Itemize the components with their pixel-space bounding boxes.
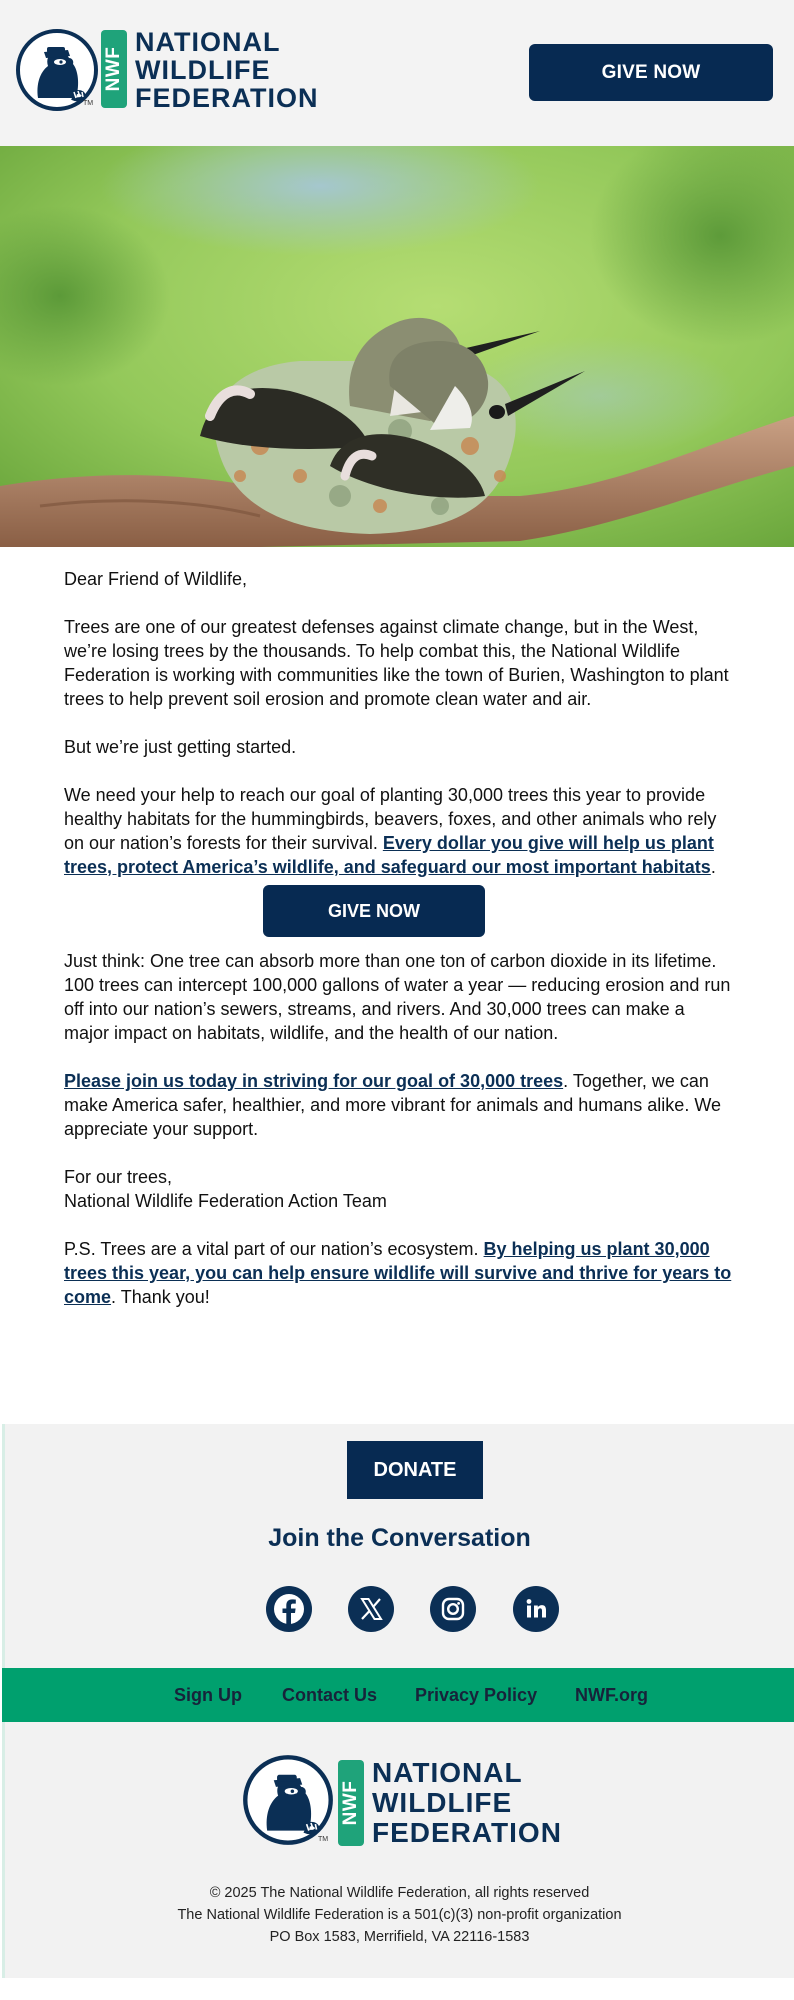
- trademark: TM: [83, 100, 94, 107]
- nav-contact-us[interactable]: Contact Us: [282, 1685, 378, 1705]
- nwf-vertical-mark: NWF: [338, 1760, 364, 1846]
- paragraph-4: Just think: One tree can absorb more than one ton of carbon dioxide in its lifetime. 100 trees can intercept 100,000 gallons of water a year — reducing erosion and run off into our nation’s sewers, streams, and rivers. And 30,000 trees can make a major impact on habitats, wildlife, and the health of our nation.: [64, 951, 731, 1043]
- x-icon[interactable]: [348, 1586, 394, 1632]
- letter-body: [64, 567, 734, 1333]
- footer-legal-text: [5, 1882, 794, 1948]
- greeting: Dear Friend of Wildlife,: [64, 569, 248, 589]
- postscript: P.S. Trees are a vital part of our nation’s ecosystem. By helping us plant 30,000 trees this year, you can help ensure wildlife will survive and thrive for years to come. Thank you!: [64, 1239, 732, 1307]
- footer-nwf-logo[interactable]: [242, 1754, 562, 1846]
- nav-privacy-policy[interactable]: Privacy Policy: [415, 1685, 538, 1705]
- nwf-logo[interactable]: [16, 28, 336, 114]
- ps-link[interactable]: By helping us plant 30,000 trees this year, you can help ensure wildlife will survive and thrive for years to come: [64, 1239, 732, 1307]
- raccoon-logo-icon: [242, 1754, 334, 1846]
- join-us-link[interactable]: Please join us today in striving for our goal of 30,000 trees: [64, 1071, 564, 1091]
- header: [0, 0, 794, 146]
- linkedin-icon[interactable]: [513, 1586, 559, 1632]
- facebook-icon[interactable]: [266, 1586, 312, 1632]
- nwf-vertical-mark: NWF: [101, 30, 127, 108]
- logo-wordmark: NATIONAL WILDLIFE FEDERATION: [135, 27, 319, 113]
- donate-button[interactable]: DONATE: [347, 1441, 483, 1499]
- copyright-text: © 2025 The National Wildlife Federation, all rights reserved: [209, 1885, 590, 1901]
- paragraph-2: But we’re just getting started.: [64, 737, 297, 757]
- instagram-icon[interactable]: [430, 1586, 476, 1632]
- give-now-button-header[interactable]: GIVE NOW: [529, 44, 773, 101]
- nav-nwf-org[interactable]: NWF.org: [575, 1685, 648, 1705]
- trademark: TM: [318, 1836, 329, 1843]
- join-conversation-title: Join the Conversation: [268, 1524, 531, 1552]
- hero-hummingbird-nest-image: [0, 146, 794, 547]
- paragraph-3: We need your help to reach our goal of planting 30,000 trees this year to provide healthy habitats for the hummingbirds, beavers, foxes, and other animals who rely on our nation’s forests for their survival. Every dollar you give will help us plant trees, protect America’s wildlife, and safeguard our most important habitats.: [64, 785, 717, 877]
- logo-wordmark: NATIONAL WILDLIFE FEDERATION: [372, 1757, 562, 1848]
- sign-off: For our trees, National Wildlife Federation Action Team: [64, 1167, 387, 1211]
- footer-nav-bar: [2, 1668, 794, 1722]
- give-now-wrapper: [64, 885, 734, 937]
- footer: [2, 1424, 794, 1978]
- paragraph-5: Please join us today in striving for our goal of 30,000 trees. Together, we can make America safer, healthier, and more vibrant for animals and humans alike. We appreciate your support.: [64, 1071, 721, 1139]
- address-text: PO Box 1583, Merrifield, VA 22116-1583: [269, 1929, 530, 1945]
- nonprofit-text: The National Wildlife Federation is a 501(c)(3) non-profit organization: [177, 1907, 622, 1923]
- nav-sign-up[interactable]: Sign Up: [174, 1685, 242, 1705]
- paragraph-1: Trees are one of our greatest defenses against climate change, but in the West, we’re losing trees by the thousands. To help combat this, the National Wildlife Federation is working with communities like the town of Burien, Washington to plant trees to help prevent soil erosion and promote clean water and air.: [64, 617, 729, 709]
- give-now-button-body[interactable]: GIVE NOW: [263, 885, 485, 937]
- every-dollar-link[interactable]: Every dollar you give will help us plant trees, protect America’s wildlife, and safeguard our most important habitats: [64, 833, 714, 877]
